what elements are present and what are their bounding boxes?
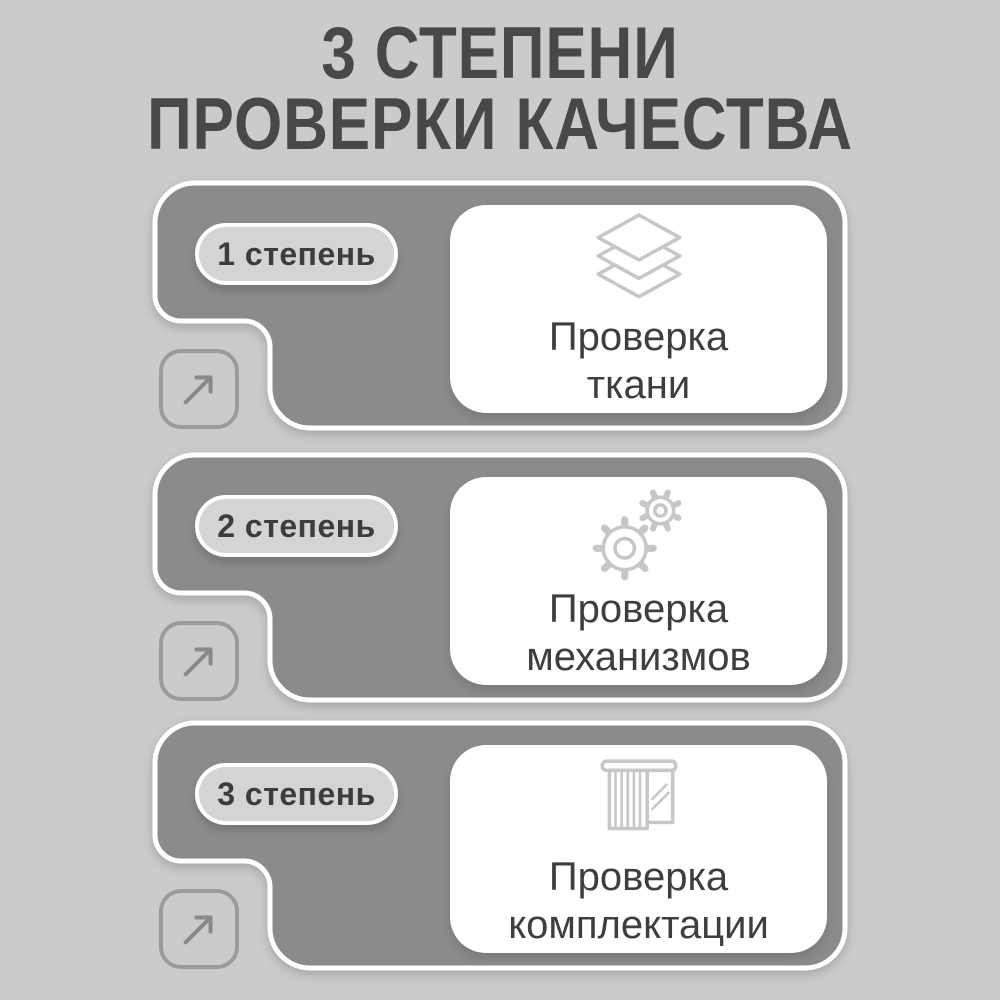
- check-label-line-2: механизмов: [526, 635, 751, 679]
- arrow-button-3[interactable]: [159, 889, 239, 969]
- check-label-2: [526, 585, 750, 681]
- page-title: [0, 13, 1000, 165]
- step-card-2: [155, 455, 845, 700]
- curtain-icon: [588, 751, 690, 853]
- arrow-up-right-icon: [167, 357, 231, 421]
- layers-icon: [588, 211, 690, 313]
- check-label-line-1: Проверка: [548, 587, 729, 631]
- title-line-2: ПРОВЕРКИ КАЧЕСТВА: [147, 84, 853, 165]
- step-badge-1: [195, 223, 398, 285]
- check-card-1: [450, 205, 827, 413]
- arrow-up-right-icon: [167, 629, 231, 693]
- check-label-line-2: ткани: [586, 363, 691, 407]
- step-card-3: [155, 723, 845, 968]
- arrow-up-right-icon: [167, 897, 231, 961]
- step-badge-2: [195, 495, 398, 557]
- check-label-line-1: Проверка: [548, 855, 729, 899]
- check-card-3: [450, 745, 827, 953]
- check-label-line-2: комплектации: [508, 903, 769, 947]
- check-label-3: [508, 853, 769, 949]
- step-card-1: [155, 183, 845, 428]
- step-badge-label: 3 степень: [217, 775, 376, 812]
- step-badge-label: 2 степень: [217, 507, 376, 544]
- check-card-2: [450, 477, 827, 685]
- arrow-button-2[interactable]: [159, 621, 239, 701]
- arrow-button-1[interactable]: [159, 349, 239, 429]
- check-label-1: [549, 313, 728, 409]
- step-badge-label: 1 степень: [217, 235, 376, 272]
- check-label-line-1: Проверка: [548, 315, 729, 359]
- gears-icon: [588, 483, 690, 585]
- title-line-1: 3 СТЕПЕНИ: [321, 13, 679, 94]
- step-badge-3: [195, 763, 398, 825]
